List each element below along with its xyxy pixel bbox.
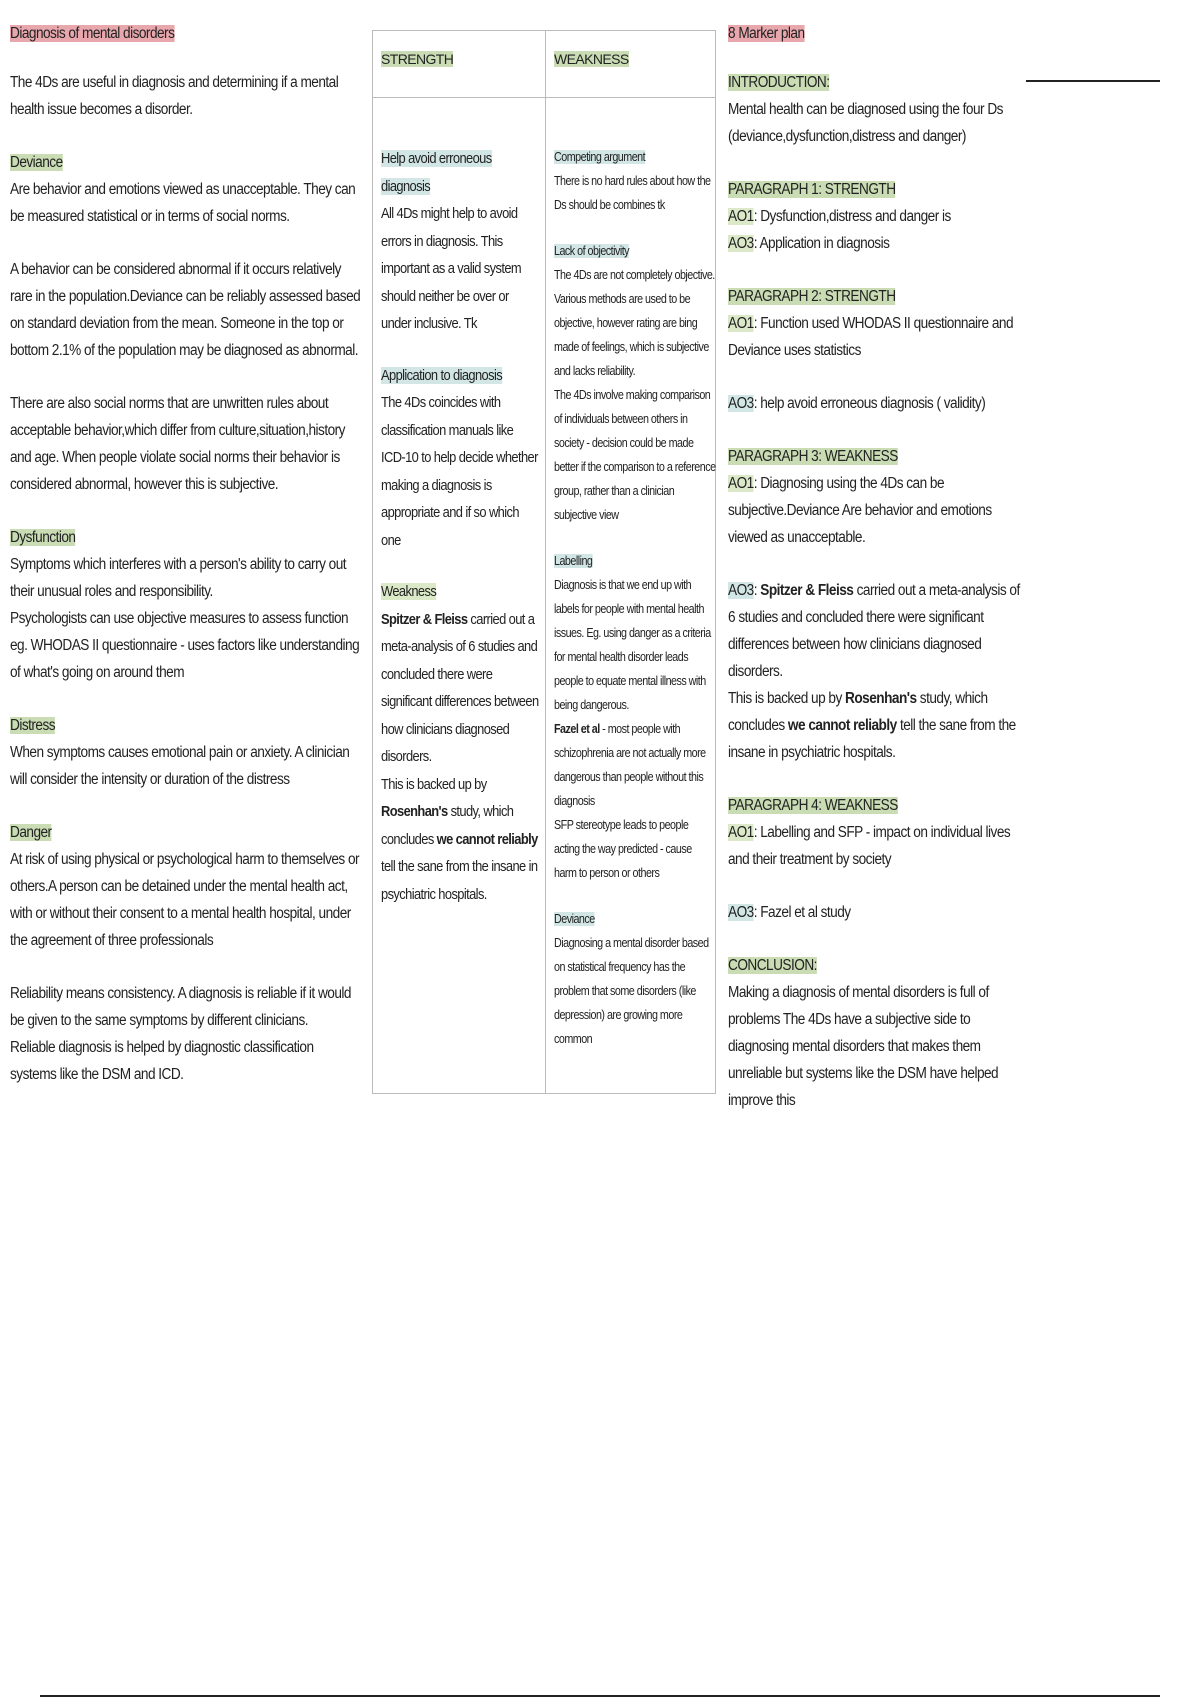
bottom-rule (40, 1695, 1160, 1697)
intro-text: The 4Ds are useful in diagnosis and determining if a mental health issue becomes a disorder. (10, 74, 339, 118)
paragraph-3-ao1: AO1: Diagnosing using the 4Ds can be subjective.Deviance Are behavior and emotions viewed as unacceptable. (728, 475, 992, 546)
table-divider-horizontal (373, 97, 715, 98)
strength-header: STRENGTH (381, 51, 454, 67)
weakness-header: WEAKNESS (554, 51, 629, 67)
dysfunction-heading: Dysfunction (10, 529, 76, 546)
paragraph-3-heading: PARAGRAPH 3: WEAKNESS (728, 448, 898, 465)
paragraph-1-ao1: AO1: Dysfunction,distress and danger is (728, 208, 951, 225)
weakness-cell (554, 145, 716, 1073)
weakness-2-text-1: The 4Ds are not completely objective. Various methods are used to be objective, however rating are bing made of feelings, which is subjective and lacks reliability. (554, 268, 715, 378)
paragraph-2-ao1: AO1: Function used WHODAS II questionnaire and Deviance uses statistics (728, 315, 1014, 359)
dysfunction-text-1: Symptoms which interferes with a person's ability to carry out their unusual roles and responsibility. (10, 556, 347, 600)
table-divider-vertical (545, 31, 546, 1093)
paragraph-4-ao3: AO3: Fazel et al study (728, 904, 851, 921)
weakness-2-heading: Lack of objectivity (554, 244, 630, 258)
strength-1-heading: Help avoid erroneous diagnosis (381, 150, 492, 195)
weakness-1-heading: Competing argument (554, 150, 646, 164)
dysfunction-text-2: Psychologists can use objective measures to assess function eg. WHODAS II questionnaire - uses factors like understanding of what's going on around them (10, 610, 360, 681)
page-title: Diagnosis of mental disorders (10, 25, 175, 42)
weakness-1-text: There is no hard rules about how the Ds should be combines tk (554, 174, 711, 212)
paragraph-1-heading: PARAGRAPH 1: STRENGTH (728, 181, 896, 198)
strength-1-text: All 4Ds might help to avoid errors in diagnosis. This important as a valid system should neither be over or under inclusive. Tk (381, 205, 522, 332)
distress-heading: Distress (10, 717, 56, 734)
notes-column (10, 20, 362, 1114)
paragraph-4-ao1: AO1: Labelling and SFP - impact on individual lives and their treatment by society (728, 824, 1011, 868)
weakness-3-text-2: Fazel et al - most people with schizophrenia are not actually more dangerous than people without this diagnosis (554, 722, 706, 808)
strength-3-text: Spitzer & Fleiss carried out a meta-analysis of 6 studies and concluded there were significant differences between how clinicians diagnosed disorders. This is backed up by Rosenhan's study, which concludes we cannot reliably tell the sane from the insane in psychiatric hospitals. (381, 610, 539, 903)
weakness-3-text-3: SFP stereotype leads to people acting the way predicted - cause harm to person or others (554, 818, 692, 880)
top-rule (1026, 80, 1160, 82)
weakness-4-heading: Deviance (554, 912, 595, 926)
weakness-2-text-2: The 4Ds involve making comparison of individuals between others in society - decision could be made better if the comparison to a reference group, rather than a clinician subjective view (554, 388, 716, 522)
weakness-4-text: Diagnosing a mental disorder based on statistical frequency has the problem that some disorders (like depression) are growing more common (554, 936, 709, 1046)
reliability-text-1: Reliability means consistency. A diagnosis is reliable if it would be given to the same symptoms by different clinicians. (10, 985, 351, 1029)
weakness-3-text-1: Diagnosis is that we end up with labels for people with mental health issues. Eg. using danger as a criteria for mental health disorder leads people to equate mental illness with being dangerous. (554, 578, 711, 712)
deviance-text-1: Are behavior and emotions viewed as unacceptable. They can be measured statistical or in terms of social norms. (10, 181, 356, 225)
plan-title: 8 Marker plan (728, 25, 805, 42)
deviance-text-3: There are also social norms that are unwritten rules about acceptable behavior,which differ from culture,situation,history and age. When people violate social norms their behavior is considered abnormal, however this is subjective. (10, 395, 345, 493)
paragraph-3-ao3: AO3: Spitzer & Fleiss carried out a meta-analysis of 6 studies and concluded there were significant differences between how clinicians diagnosed disorders. This is backed up by Rosenhan's study, which concludes we cannot reliably tell the sane from the insane in psychiatric hospitals. (728, 582, 1020, 761)
paragraph-2-heading: PARAGRAPH 2: STRENGTH (728, 288, 896, 305)
strength-2-text: The 4Ds coincides with classification manuals like ICD-10 to help decide whether making a diagnosis is appropriate and if so which one (381, 394, 538, 549)
evaluation-table (372, 30, 716, 1094)
paragraph-1-ao3: AO3: Application in diagnosis (728, 235, 890, 252)
distress-text: When symptoms causes emotional pain or anxiety. A clinician will consider the intensity or duration of the distress (10, 744, 350, 788)
danger-heading: Danger (10, 824, 52, 841)
introduction-heading: INTRODUCTION: (728, 74, 830, 91)
reliability-text-2: Reliable diagnosis is helped by diagnostic classification systems like the DSM and ICD. (10, 1039, 314, 1083)
plan-column (728, 20, 1027, 1140)
conclusion-text: Making a diagnosis of mental disorders is full of problems The 4Ds have a subjective side to diagnosing mental disorders that makes them unreliable but systems like the DSM have helped improve this (728, 984, 999, 1109)
strength-cell (381, 145, 539, 932)
introduction-text: Mental health can be diagnosed using the four Ds (deviance,dysfunction,distress and danger) (728, 101, 1003, 145)
strength-3-heading: Weakness (381, 583, 437, 600)
paragraph-4-heading: PARAGRAPH 4: WEAKNESS (728, 797, 898, 814)
deviance-text-2: A behavior can be considered abnormal if it occurs relatively rare in the population.Deviance can be reliably assessed based on standard deviation from the mean. Someone in the top or bottom 2.1% of the population may be diagnosed as abnormal. (10, 261, 361, 359)
deviance-heading: Deviance (10, 154, 63, 171)
weakness-3-heading: Labelling (554, 554, 593, 568)
conclusion-heading: CONCLUSION: (728, 957, 817, 974)
danger-text: At risk of using physical or psychological harm to themselves or others.A person can be detained under the mental health act, with or without their consent to a mental health hospital, under the agreement of three professionals (10, 851, 360, 949)
strength-2-heading: Application to diagnosis (381, 366, 503, 384)
paragraph-2-ao3: AO3: help avoid erroneous diagnosis ( validity) (728, 395, 986, 412)
